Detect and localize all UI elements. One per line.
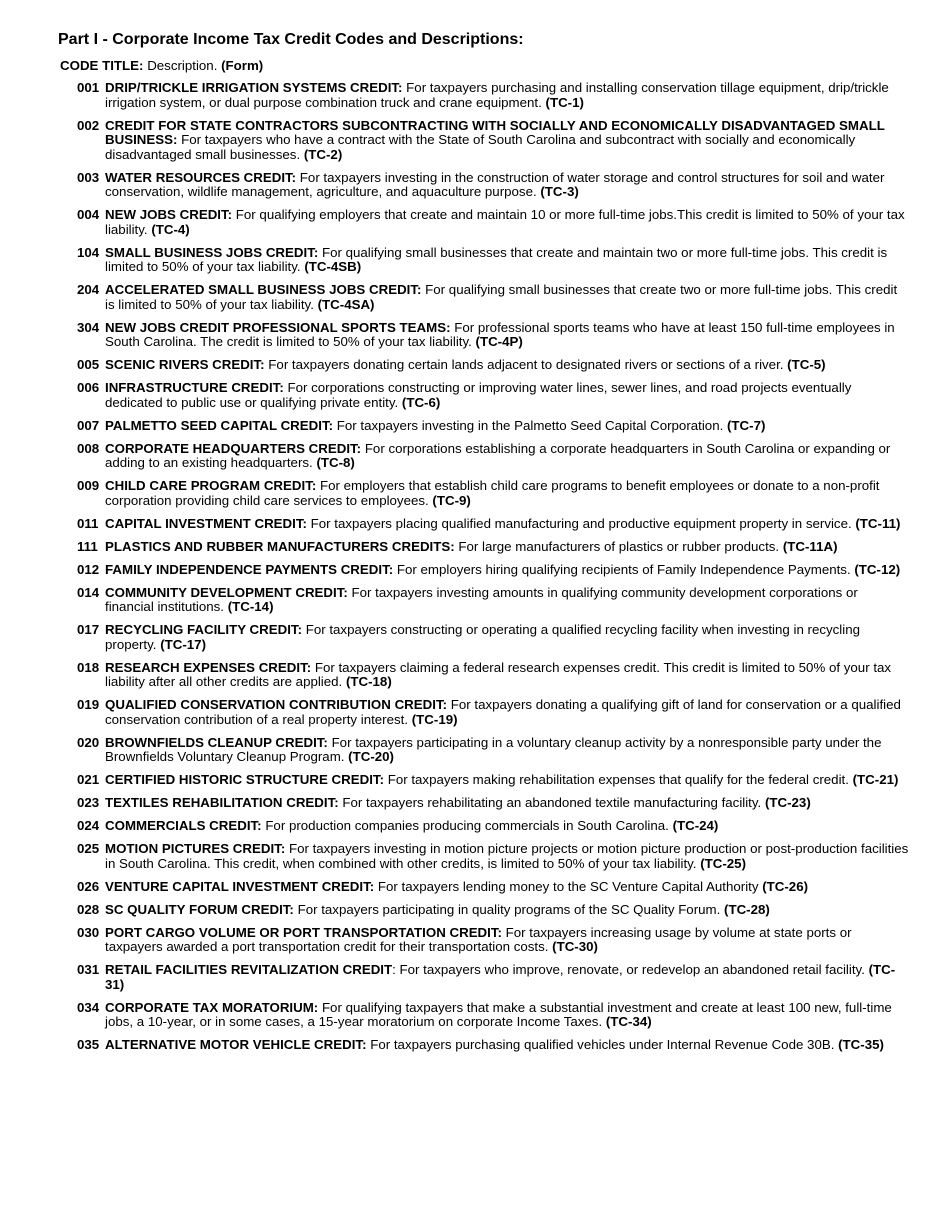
credit-form: (TC-18)	[345, 674, 392, 689]
credit-entry	[58, 442, 910, 471]
credit-description: : For taxpayers who improve, renovate, or redevelop an abandoned retail facility.	[392, 962, 865, 977]
credit-title: PLASTICS AND RUBBER MANUFACTURERS CREDITS:	[105, 538, 455, 554]
credit-description: For qualifying employers that create and maintain 10 or more full-time jobs.This credit is limited to 50% of your tax liability.	[105, 207, 905, 237]
credit-title: QUALIFIED CONSERVATION CONTRIBUTION CREDIT:	[105, 697, 448, 712]
code-title-form: (Form)	[221, 58, 264, 73]
credit-entry	[58, 773, 910, 788]
credit-form: (TC-14)	[227, 599, 274, 614]
credit-entry	[58, 1001, 910, 1030]
credit-title: CORPORATE TAX MORATORIUM:	[105, 999, 319, 1015]
credit-description: For taxpayers placing qualified manufacturing and productive equipment property in service.	[310, 515, 852, 531]
credit-form: (TC-11)	[855, 515, 901, 531]
credit-code: 014	[77, 584, 100, 600]
credit-code: 006	[77, 380, 100, 395]
credit-title: SCENIC RIVERS CREDIT:	[105, 357, 265, 372]
credit-form: (TC-21)	[852, 772, 899, 787]
code-title-desc: Description.	[147, 58, 218, 73]
credit-code: 031	[77, 962, 100, 977]
credit-form: (TC-24)	[672, 818, 719, 833]
credit-entry	[58, 517, 910, 532]
credit-title: COMMUNITY DEVELOPMENT CREDIT:	[105, 584, 348, 600]
credit-code: 003	[77, 169, 100, 185]
credit-form: (TC-7)	[727, 417, 766, 433]
credit-code: 304	[77, 319, 100, 335]
credit-title: FAMILY INDEPENDENCE PAYMENTS CREDIT:	[105, 561, 394, 577]
credit-description: For taxpayers investing in the Palmetto Seed Capital Corporation.	[336, 417, 724, 433]
code-title-legend	[60, 58, 910, 74]
credit-description: For taxpayers purchasing qualified vehicles under Internal Revenue Code 30B.	[370, 1037, 835, 1052]
credit-form: (TC-19)	[411, 711, 458, 727]
credit-entry	[58, 819, 910, 834]
credit-entry	[58, 736, 910, 765]
credit-form: (TC-34)	[605, 1014, 652, 1029]
credit-code: 028	[77, 901, 100, 917]
credit-code: 204	[77, 282, 100, 297]
credit-form: (TC-4P)	[475, 334, 523, 349]
credit-title: DRIP/TRICKLE IRRIGATION SYSTEMS CREDIT:	[105, 80, 403, 95]
credit-code: 111	[77, 538, 98, 554]
credit-form: (TC-11A)	[782, 538, 838, 554]
credit-entry	[58, 563, 910, 578]
credit-code: 026	[77, 878, 100, 894]
credit-title: RECYCLING FACILITY CREDIT:	[105, 622, 302, 637]
credit-code: 005	[77, 357, 100, 372]
credit-form: (TC-4)	[151, 221, 190, 237]
credit-code: 002	[77, 117, 100, 133]
credit-entry	[58, 246, 910, 275]
credit-description: For taxpayers purchasing and installing conservation tillage equipment, drip/trickle irrigation system, or dual purpose combination truck and crane equipment.	[105, 80, 889, 110]
credit-title: CHILD CARE PROGRAM CREDIT:	[105, 478, 317, 493]
credit-description: For professional sports teams who have at least 150 full-time employees in South Carolina. The credit is limited to 50% of your tax liability.	[105, 319, 895, 349]
credit-form: (TC-1)	[545, 94, 584, 110]
credit-entry	[58, 623, 910, 652]
credit-entry	[58, 880, 910, 895]
credit-entry	[58, 796, 910, 811]
credit-form: (TC-6)	[401, 394, 441, 410]
credit-entry	[58, 586, 910, 615]
credit-code: 017	[77, 622, 100, 637]
credit-form: (TC-9)	[432, 492, 471, 508]
credit-description: For taxpayers donating a qualifying gift of land for conservation or a qualified conservation contribution of a real property interest.	[105, 697, 901, 727]
credit-form: (TC-3)	[540, 184, 579, 199]
credit-code: 019	[77, 697, 100, 712]
credit-entry	[58, 1038, 910, 1053]
credit-entry	[58, 358, 910, 373]
credit-code: 007	[77, 417, 100, 433]
credit-code: 023	[77, 795, 100, 810]
credit-title: MOTION PICTURES CREDIT:	[105, 841, 286, 856]
credit-title: PORT CARGO VOLUME OR PORT TRANSPORTATION CREDIT:	[105, 924, 502, 940]
credit-description: For taxpayers who have a contract with the State of South Carolina and subcontract with socially and economically disadvantaged small businesses.	[105, 132, 856, 162]
credit-form: (TC-23)	[764, 795, 811, 810]
credit-description: For taxpayers donating certain lands adjacent to designated rivers or sections of a river.	[268, 357, 784, 372]
credit-title: VENTURE CAPITAL INVESTMENT CREDIT:	[105, 878, 375, 894]
credit-title: TEXTILES REHABILITATION CREDIT:	[105, 795, 339, 810]
credit-entry	[58, 283, 910, 312]
credit-entry	[58, 81, 910, 110]
credit-code: 025	[77, 841, 100, 856]
credit-title: BROWNFIELDS CLEANUP CREDIT:	[105, 734, 328, 750]
credit-title: WATER RESOURCES CREDIT:	[105, 169, 297, 185]
credit-code: 009	[77, 478, 100, 493]
credit-description: For corporations establishing a corporate headquarters in South Carolina or expanding or adding to an existing headquarters.	[105, 440, 891, 470]
credit-description: For taxpayers participating in a voluntary cleanup activity by a nonresponsible party under the Brownfields Voluntary Cleanup Program.	[105, 734, 882, 764]
credit-title: RESEARCH EXPENSES CREDIT:	[105, 659, 312, 675]
code-title-label: CODE TITLE:	[60, 58, 144, 73]
credit-code-list	[58, 81, 910, 1053]
credit-entry	[58, 540, 910, 555]
credit-description: For taxpayers claiming a federal research expenses credit. This credit is limited to 50% of your tax liability after all other credits are applied.	[105, 659, 892, 689]
credit-title: ALTERNATIVE MOTOR VEHICLE CREDIT:	[105, 1037, 367, 1052]
credit-title: RETAIL FACILITIES REVITALIZATION CREDIT	[105, 962, 393, 977]
credit-form: (TC-12)	[854, 561, 901, 577]
credit-description: For qualifying taxpayers that make a substantial investment and create at least 100 new, full-time jobs, a 10-year, or in some cases, a 15-year moratorium on corporate Income Taxes.	[105, 999, 892, 1029]
credit-form: (TC-25)	[700, 855, 747, 871]
credit-code: 034	[77, 999, 100, 1015]
credit-title: CORPORATE HEADQUARTERS CREDIT:	[105, 440, 362, 456]
credit-description: For large manufacturers of plastics or rubber products.	[458, 538, 780, 554]
credit-code: 030	[77, 924, 100, 940]
page-heading: Part I - Corporate Income Tax Credit Codes and Descriptions:	[58, 31, 524, 48]
credit-description: For corporations constructing or improving water lines, sewer lines, and road projects eventually dedicated to public use or qualifying private entity.	[105, 380, 852, 410]
credit-description: For employers that establish child care programs to benefit employees or donate to a non-profit corporation providing child care services to employees.	[105, 478, 880, 508]
credit-entry	[58, 661, 910, 690]
credit-entry	[58, 903, 910, 918]
credit-entry	[58, 119, 910, 163]
credit-form: (TC-4SA)	[317, 296, 375, 312]
credit-form: (TC-8)	[316, 455, 355, 470]
credit-form: (TC-17)	[160, 636, 207, 652]
credit-form: (TC-30)	[552, 939, 598, 954]
credit-description: For taxpayers rehabilitating an abandoned textile manufacturing facility.	[342, 795, 762, 810]
credit-form: (TC-2)	[303, 146, 343, 162]
credit-title: ACCELERATED SMALL BUSINESS JOBS CREDIT:	[105, 282, 422, 297]
credit-title: CERTIFIED HISTORIC STRUCTURE CREDIT:	[105, 772, 384, 787]
credit-entry	[58, 381, 910, 410]
credit-code: 001	[77, 80, 100, 95]
credit-description: For employers hiring qualifying recipients of Family Independence Payments.	[396, 561, 851, 577]
credit-code: 104	[77, 244, 100, 260]
credit-form: (TC-20)	[348, 749, 394, 764]
credit-code: 018	[77, 659, 100, 675]
credit-entry	[58, 321, 910, 350]
credit-description: For taxpayers participating in quality programs of the SC Quality Forum.	[297, 901, 721, 917]
credit-title: NEW JOBS CREDIT PROFESSIONAL SPORTS TEAMS:	[105, 319, 451, 335]
credit-entry	[58, 926, 910, 955]
credit-description: For taxpayers lending money to the SC Venture Capital Authority	[377, 878, 759, 894]
credit-code: 011	[77, 515, 99, 531]
credit-description: For taxpayers investing in motion picture projects or motion picture production or post-production facilities in South Carolina. This credit, when combined with other credits, is limited to 50% of your tax liability.	[105, 841, 909, 871]
credit-description: For taxpayers investing amounts in qualifying community development corporations or financial institutions.	[105, 584, 858, 614]
credit-code: 035	[77, 1037, 100, 1052]
credit-description: For taxpayers making rehabilitation expenses that qualify for the federal credit.	[387, 772, 849, 787]
credit-form: (TC-35)	[838, 1037, 884, 1052]
credit-description: For qualifying small businesses that create two or more full-time jobs. This credit is limited to 50% of your tax liability.	[105, 282, 898, 312]
credit-description: For qualifying small businesses that create and maintain two or more full-time jobs. This credit is limited to 50% of your tax liability.	[105, 244, 888, 274]
credit-description: For taxpayers investing in the construction of water storage and control structures for soil and water conservation, wildlife management, agriculture, and aquaculture purpose.	[105, 169, 885, 199]
credit-code: 024	[77, 818, 100, 833]
credit-entry	[58, 171, 910, 200]
credit-code: 008	[77, 440, 100, 456]
credit-form: (TC-26)	[762, 878, 809, 894]
credit-title: SMALL BUSINESS JOBS CREDIT:	[105, 244, 319, 260]
credit-entry	[58, 963, 910, 992]
credit-title: CAPITAL INVESTMENT CREDIT:	[105, 515, 307, 531]
credit-code: 020	[77, 734, 100, 750]
credit-description: For taxpayers constructing or operating a qualified recycling facility when investing in recycling property.	[105, 622, 861, 652]
credit-form: (TC-31)	[105, 962, 896, 992]
credit-title: INFRASTRUCTURE CREDIT:	[105, 380, 284, 395]
credit-title: NEW JOBS CREDIT:	[105, 207, 233, 222]
credit-entry	[58, 208, 910, 237]
credit-title: COMMERCIALS CREDIT:	[105, 818, 262, 833]
credit-code: 021	[77, 772, 100, 787]
credit-form: (TC-28)	[724, 901, 770, 917]
credit-title: SC QUALITY FORUM CREDIT:	[105, 901, 294, 917]
credit-code: 012	[77, 561, 100, 577]
credit-entry	[58, 479, 910, 508]
credit-entry	[58, 419, 910, 434]
credit-entry	[58, 842, 910, 871]
credit-code: 004	[77, 207, 100, 222]
credit-title: CREDIT FOR STATE CONTRACTORS SUBCONTRACTING WITH SOCIALLY AND ECONOMICALLY DISADVANTAGED SMALL BUSINESS:	[105, 117, 885, 147]
credit-description: For taxpayers increasing usage by volume at state ports or taxpayers awarded a port transportation credit for their transportation costs.	[105, 924, 852, 954]
credit-description: For production companies producing commercials in South Carolina.	[265, 818, 669, 833]
credit-title: PALMETTO SEED CAPITAL CREDIT:	[105, 417, 334, 433]
credit-form: (TC-5)	[787, 357, 826, 372]
credit-entry	[58, 698, 910, 727]
credit-form: (TC-4SB)	[304, 259, 362, 274]
